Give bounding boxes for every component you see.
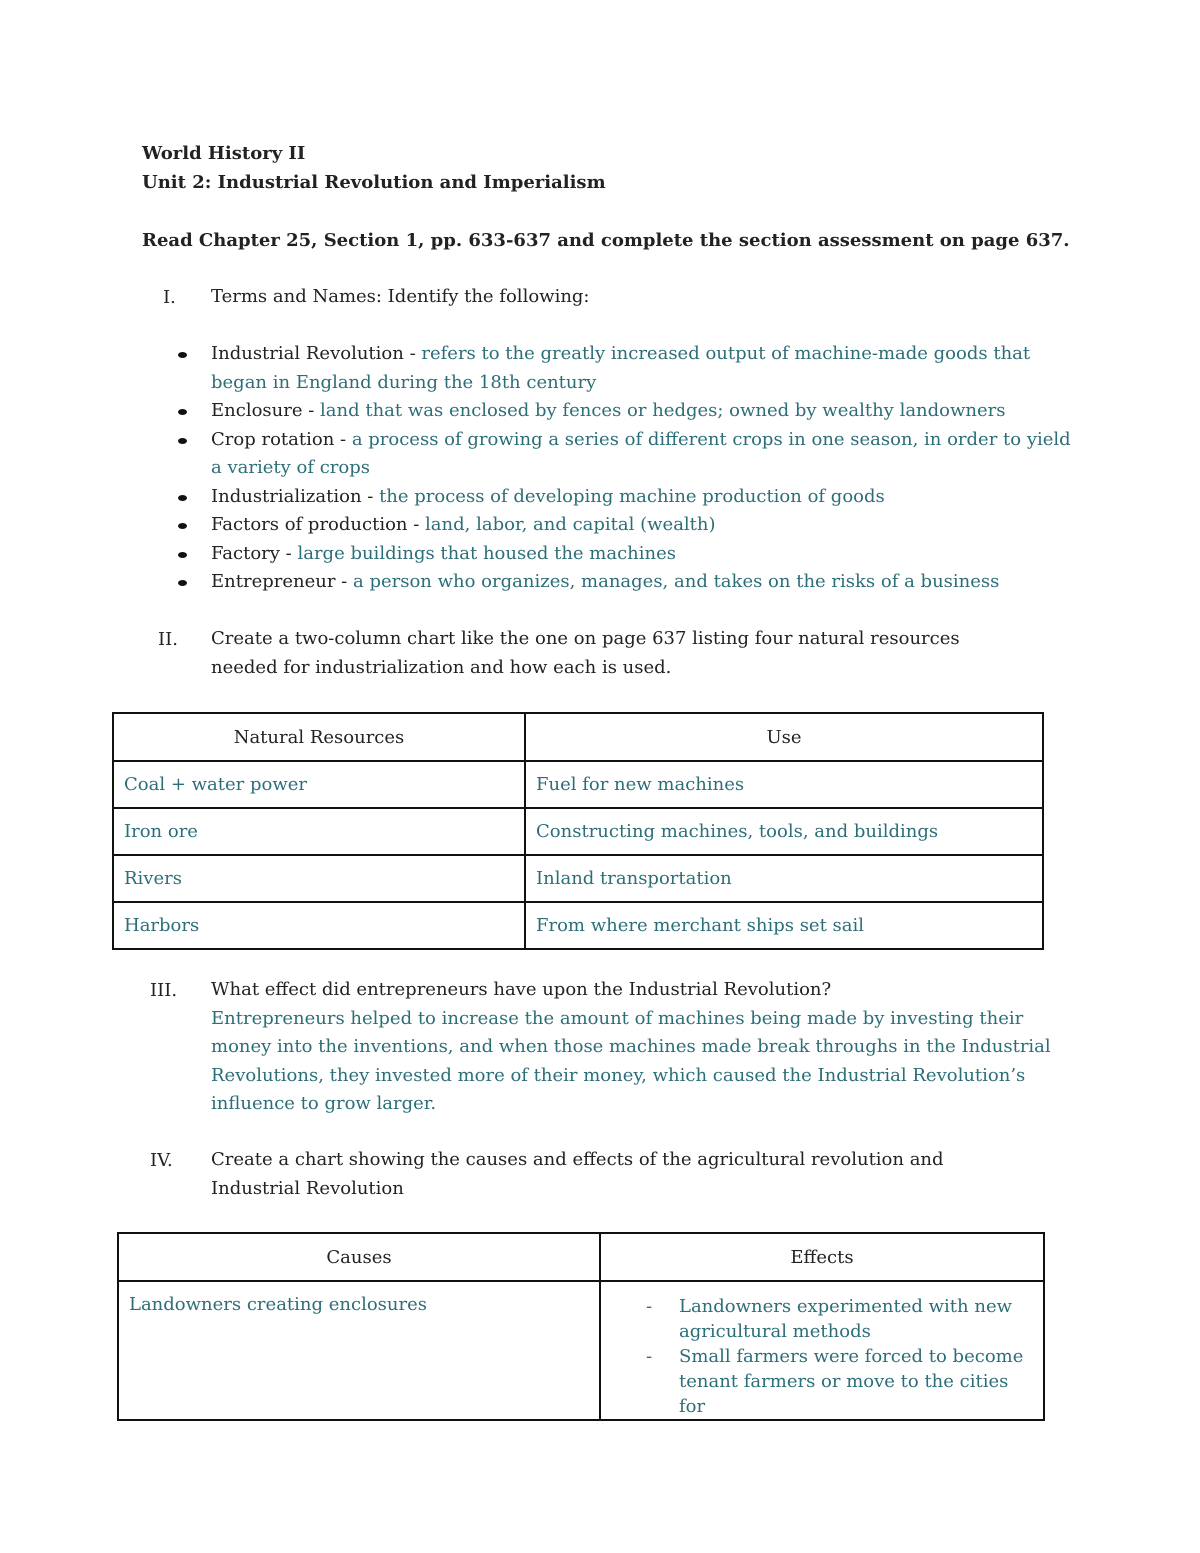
- term-item: [178, 540, 1078, 569]
- header-use: Use: [525, 713, 1043, 761]
- resource-cell: Coal + water power: [113, 761, 525, 808]
- causes-effects-table: [117, 1232, 1045, 1421]
- table-row: [113, 808, 1043, 855]
- section-3-answer: Entrepreneurs helped to increase the amount of machines being made by investing their money into the inventions, and when those machines made break throughs in the Industrial Revolutions, they invested more of their money, which caused the Industrial Revolution’s influence to grow larger.: [211, 1007, 1051, 1114]
- effect-item: - Landowners experimented with new agricultural methods: [611, 1294, 1033, 1344]
- term-item: [178, 340, 1078, 397]
- term-definition: large buildings that housed the machines: [297, 542, 677, 564]
- effects-cell: [600, 1281, 1044, 1420]
- section-3-block: [211, 976, 1061, 1119]
- table-row: [113, 902, 1043, 949]
- term-name: Industrial Revolution -: [211, 343, 422, 364]
- term-item: [178, 397, 1078, 426]
- term-name: Enclosure -: [211, 400, 321, 421]
- use-cell: Fuel for new machines: [525, 761, 1043, 808]
- table-row: [118, 1281, 1044, 1420]
- term-definition: land that was enclosed by fences or hedges; owned by wealthy landowners: [320, 400, 1006, 421]
- term-name: Factors of production -: [211, 514, 426, 535]
- term-name: Entrepreneur -: [211, 571, 353, 592]
- term-name: Crop rotation -: [211, 428, 352, 450]
- course-title: World History II: [142, 143, 306, 164]
- resource-cell: Iron ore: [113, 808, 525, 855]
- term-item: [178, 568, 1078, 597]
- section-2-numeral: II.: [158, 629, 178, 650]
- terms-list: [178, 340, 1078, 597]
- effect-item: - Small farmers were forced to become tenant farmers or move to the cities for: [611, 1344, 1033, 1419]
- term-definition: a person who organizes, manages, and takes on the risks of a business: [352, 571, 1000, 592]
- term-definition: a process of growing a series of different crops in one season, in order to yield a variety of crops: [211, 428, 1071, 478]
- section-1-numeral: I.: [163, 287, 176, 308]
- table-header-row: [113, 713, 1043, 761]
- table-header-row: [118, 1233, 1044, 1281]
- use-cell: Constructing machines, tools, and buildings: [525, 808, 1043, 855]
- section-2-prompt: Create a two-column chart like the one on page 637 listing four natural resources needed for industrialization and how each is used.: [211, 628, 960, 678]
- cause-cell: Landowners creating enclosures: [118, 1281, 600, 1420]
- use-cell: From where merchant ships set sail: [525, 902, 1043, 949]
- reading-instructions: Read Chapter 25, Section 1, pp. 633-637 and complete the section assessment on page 637.: [142, 230, 1070, 251]
- term-item: [178, 426, 1078, 483]
- term-definition: the process of developing machine production of goods: [379, 485, 885, 507]
- resources-table: [112, 712, 1044, 950]
- term-item: [178, 511, 1078, 540]
- section-4-numeral: IV.: [150, 1150, 173, 1171]
- term-name: Factory -: [211, 542, 298, 564]
- term-item: [178, 483, 1078, 512]
- section-3-numeral: III.: [150, 980, 178, 1001]
- resource-cell: Harbors: [113, 902, 525, 949]
- section-3-prompt: What effect did entrepreneurs have upon the Industrial Revolution?: [211, 979, 832, 1000]
- term-definition: land, labor, and capital (wealth): [425, 514, 716, 535]
- resource-cell: Rivers: [113, 855, 525, 902]
- header-natural-resources: Natural Resources: [113, 713, 525, 761]
- table-row: [113, 855, 1043, 902]
- use-cell: Inland transportation: [525, 855, 1043, 902]
- header-causes: Causes: [118, 1233, 600, 1281]
- term-definition: refers to the greatly increased output of machine-made goods that began in England during the 18th century: [211, 343, 1031, 393]
- unit-title: Unit 2: Industrial Revolution and Imperialism: [142, 172, 606, 193]
- table-row: [113, 761, 1043, 808]
- section-4-prompt: Create a chart showing the causes and effects of the agricultural revolution and Industrial Revolution: [211, 1149, 944, 1199]
- term-name: Industrialization -: [211, 485, 380, 507]
- effects-list: [611, 1294, 1033, 1419]
- section-1-prompt: Terms and Names: Identify the following:: [211, 286, 590, 307]
- header-effects: Effects: [600, 1233, 1044, 1281]
